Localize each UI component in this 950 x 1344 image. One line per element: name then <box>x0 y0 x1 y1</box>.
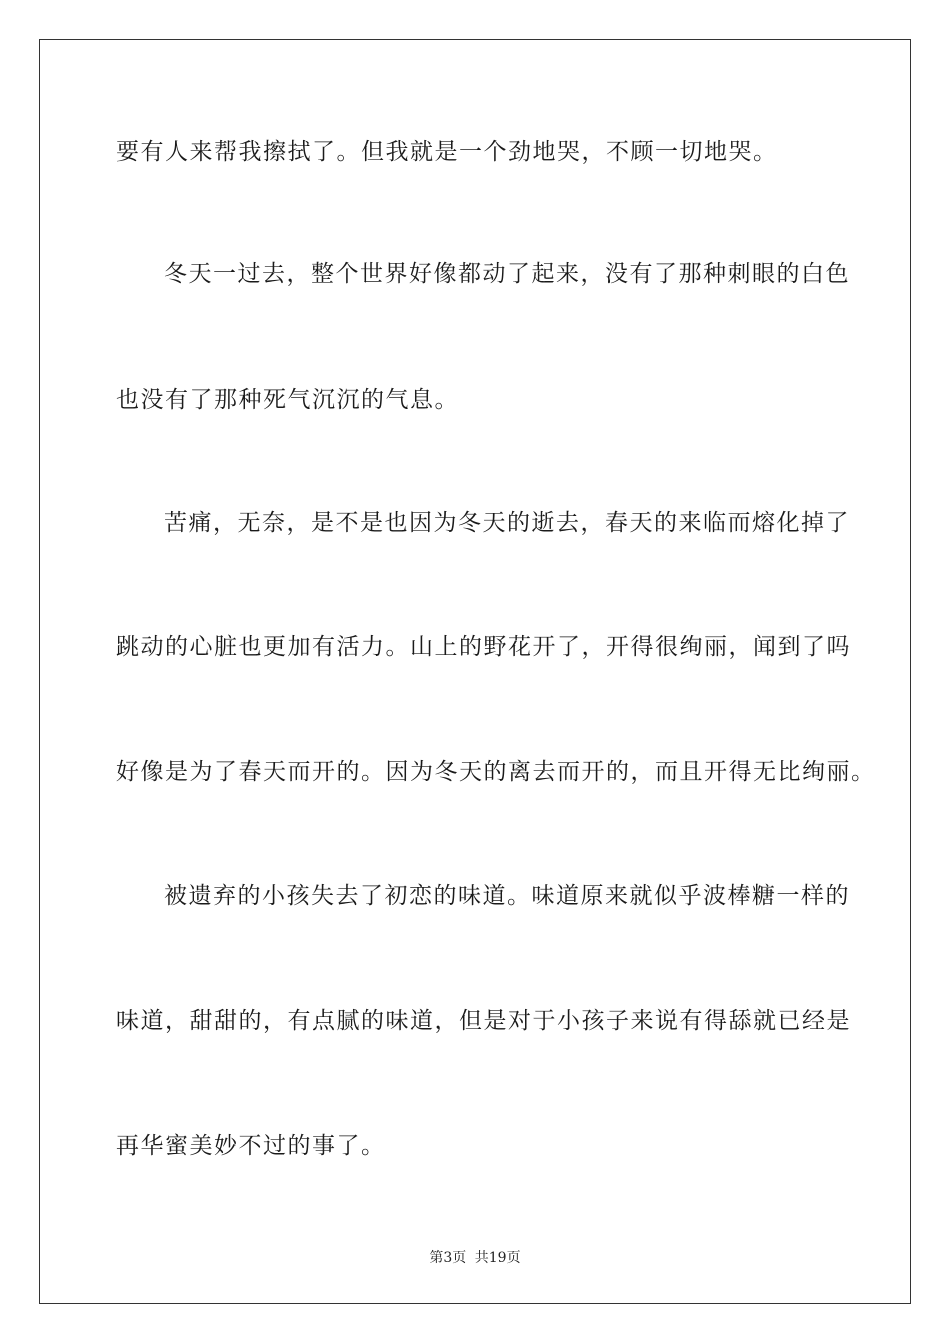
page-number: 第3页 <box>429 1250 467 1266</box>
text-line-9: 再华蜜美妙不过的事了。 <box>116 1133 386 1159</box>
page-footer <box>0 1249 950 1267</box>
text-line-7: 被遗弃的小孩失去了初恋的味道。味道原来就似乎波棒糖一样的 <box>164 883 850 909</box>
text-line-5: 跳动的心脏也更加有活力。山上的野花开了，开得很绚丽，闻到了吗 <box>116 634 851 660</box>
text-line-3: 也没有了那种死气沉沉的气息。 <box>116 387 459 413</box>
text-line-8: 味道，甜甜的，有点腻的味道，但是对于小孩子来说有得舔就已经是 <box>116 1008 851 1034</box>
page-total: 共19页 <box>474 1250 521 1266</box>
page-border <box>39 39 911 1304</box>
text-line-2: 冬天一过去，整个世界好像都动了起来，没有了那种刺眼的白色 <box>164 261 850 287</box>
text-line-1: 要有人来帮我擦拭了。但我就是一个劲地哭，不顾一切地哭。 <box>116 139 778 165</box>
text-line-4: 苦痛，无奈，是不是也因为冬天的逝去，春天的来临而熔化掉了 <box>164 510 850 536</box>
text-line-6: 好像是为了春天而开的。因为冬天的离去而开的，而且开得无比绚丽。 <box>116 759 876 785</box>
